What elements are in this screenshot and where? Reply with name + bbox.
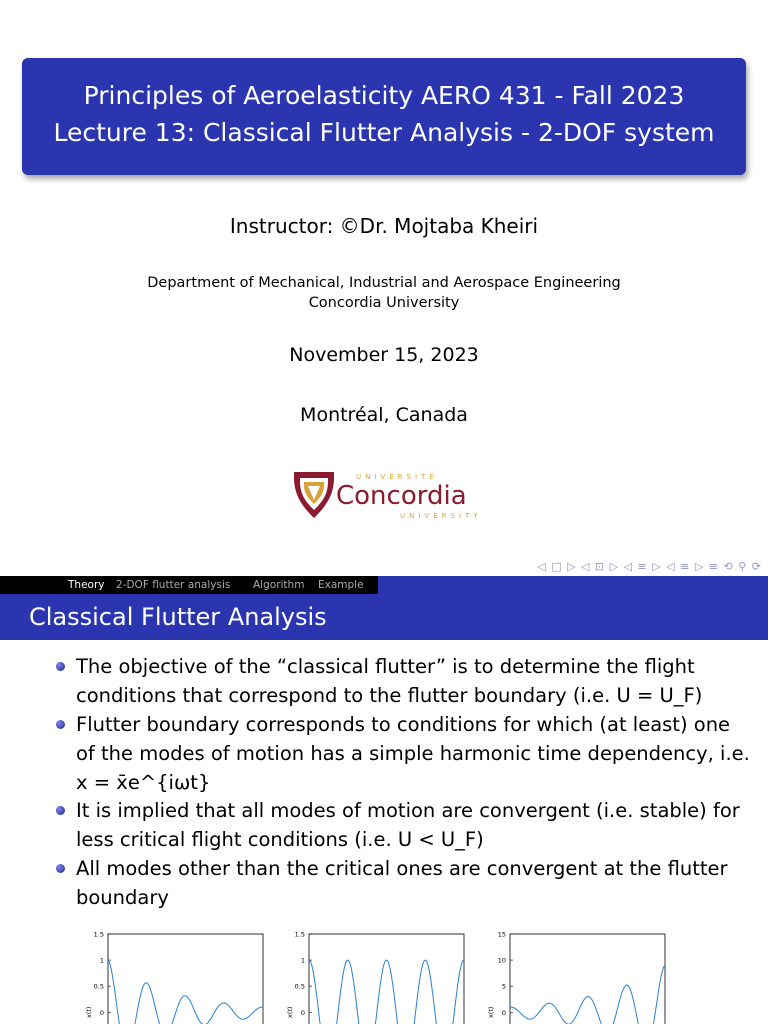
course-title: Principles of Aeroelasticity AERO 431 - Fall 2023 [83, 81, 685, 110]
response-plot-3 [487, 931, 665, 1024]
bullet-line: conditions that correspond to the flutter boundary (i.e. U = U_F) [76, 684, 703, 707]
y-tick-label: 0.5 [93, 982, 104, 991]
bullet-line: boundary [76, 886, 169, 909]
list-item [76, 854, 756, 912]
nav-section-algorithm[interactable]: Algorithm [253, 579, 305, 591]
instructor: Instructor: ©Dr. Mojtaba Kheiri [229, 214, 539, 238]
navbar-accent [378, 576, 768, 594]
section-navbar [0, 576, 768, 594]
beamer-navigation-symbols[interactable]: ◁ □ ▷ ◁ ⊡ ▷ ◁ ≡ ▷ ◁ ≡ ▷ ≡ ⟲ ⚲ ⟳ [537, 560, 762, 573]
bullet-icon [56, 720, 65, 729]
y-axis-label: x(t) [487, 1006, 495, 1018]
y-tick-label: 10 [497, 956, 506, 965]
y-tick-label: 1 [300, 956, 305, 965]
nav-section-example[interactable]: Example [318, 579, 364, 591]
series-line-damped [108, 960, 263, 1024]
affiliation [0, 273, 768, 313]
bullet-line: Flutter boundary corresponds to conditions for which (at least) one [76, 713, 731, 736]
department: Department of Mechanical, Industrial and Aerospace Engineering [147, 275, 621, 291]
nav-section-theory[interactable]: Theory [68, 579, 105, 591]
logo-bottom-text: UNIVERSITY [400, 512, 482, 520]
plot-frame [309, 934, 464, 1024]
lecture-place: Montréal, Canada [300, 404, 468, 426]
lecture-title: Lecture 13: Classical Flutter Analysis - 2-DOF system [53, 118, 715, 147]
bullet-icon [56, 662, 65, 671]
y-tick-label: 0 [300, 1008, 305, 1017]
response-plots [80, 930, 768, 1024]
bullet-line: of the modes of motion has a simple harmonic time dependency, i.e. [76, 742, 750, 765]
logo-name: Concordia [336, 481, 467, 511]
bullet-line: All modes other than the critical ones are convergent at the flutter [76, 857, 728, 880]
list-item [76, 796, 756, 854]
y-tick-label: 15 [497, 930, 506, 939]
y-tick-label: 1.5 [93, 930, 104, 939]
list-item [76, 652, 756, 710]
series-line-neutral [309, 960, 464, 1024]
nav-section-2dof[interactable]: 2-DOF flutter analysis [116, 579, 231, 591]
y-tick-label: 1.5 [294, 930, 305, 939]
logo-top-text: UNIVERSITÉ [356, 473, 438, 481]
response-plot-2 [286, 931, 464, 1024]
y-tick-label: 5 [501, 982, 506, 991]
university: Concordia University [308, 295, 460, 311]
y-tick-label: 1 [99, 956, 104, 965]
y-axis-label: x(t) [85, 1006, 93, 1018]
plot-frame [510, 934, 665, 1024]
y-axis-label: x(t) [286, 1006, 294, 1018]
title-box [22, 58, 746, 175]
bullet-line: x = x̄e^{iωt} [76, 771, 211, 794]
bullet-line: The objective of the “classical flutter” is to determine the flight [76, 655, 695, 678]
bullet-icon [56, 806, 65, 815]
response-plot-1 [85, 931, 263, 1024]
concordia-logo [290, 464, 500, 524]
bullet-line: It is implied that all modes of motion are convergent (i.e. stable) for [76, 799, 740, 822]
bullet-icon [56, 864, 65, 873]
lecture-date: November 15, 2023 [289, 344, 479, 366]
frame-title-bar [0, 594, 768, 640]
frame-title: Classical Flutter Analysis [29, 603, 327, 631]
y-tick-label: 0 [501, 1008, 506, 1017]
series-line-divergent [510, 965, 665, 1024]
list-item [76, 710, 756, 797]
content-slide [0, 576, 768, 1024]
plot-frame [108, 934, 263, 1024]
bullet-line: less critical flight conditions (i.e. U < U_F) [76, 828, 484, 851]
y-tick-label: 0 [99, 1008, 104, 1017]
y-tick-label: 0.5 [294, 982, 305, 991]
